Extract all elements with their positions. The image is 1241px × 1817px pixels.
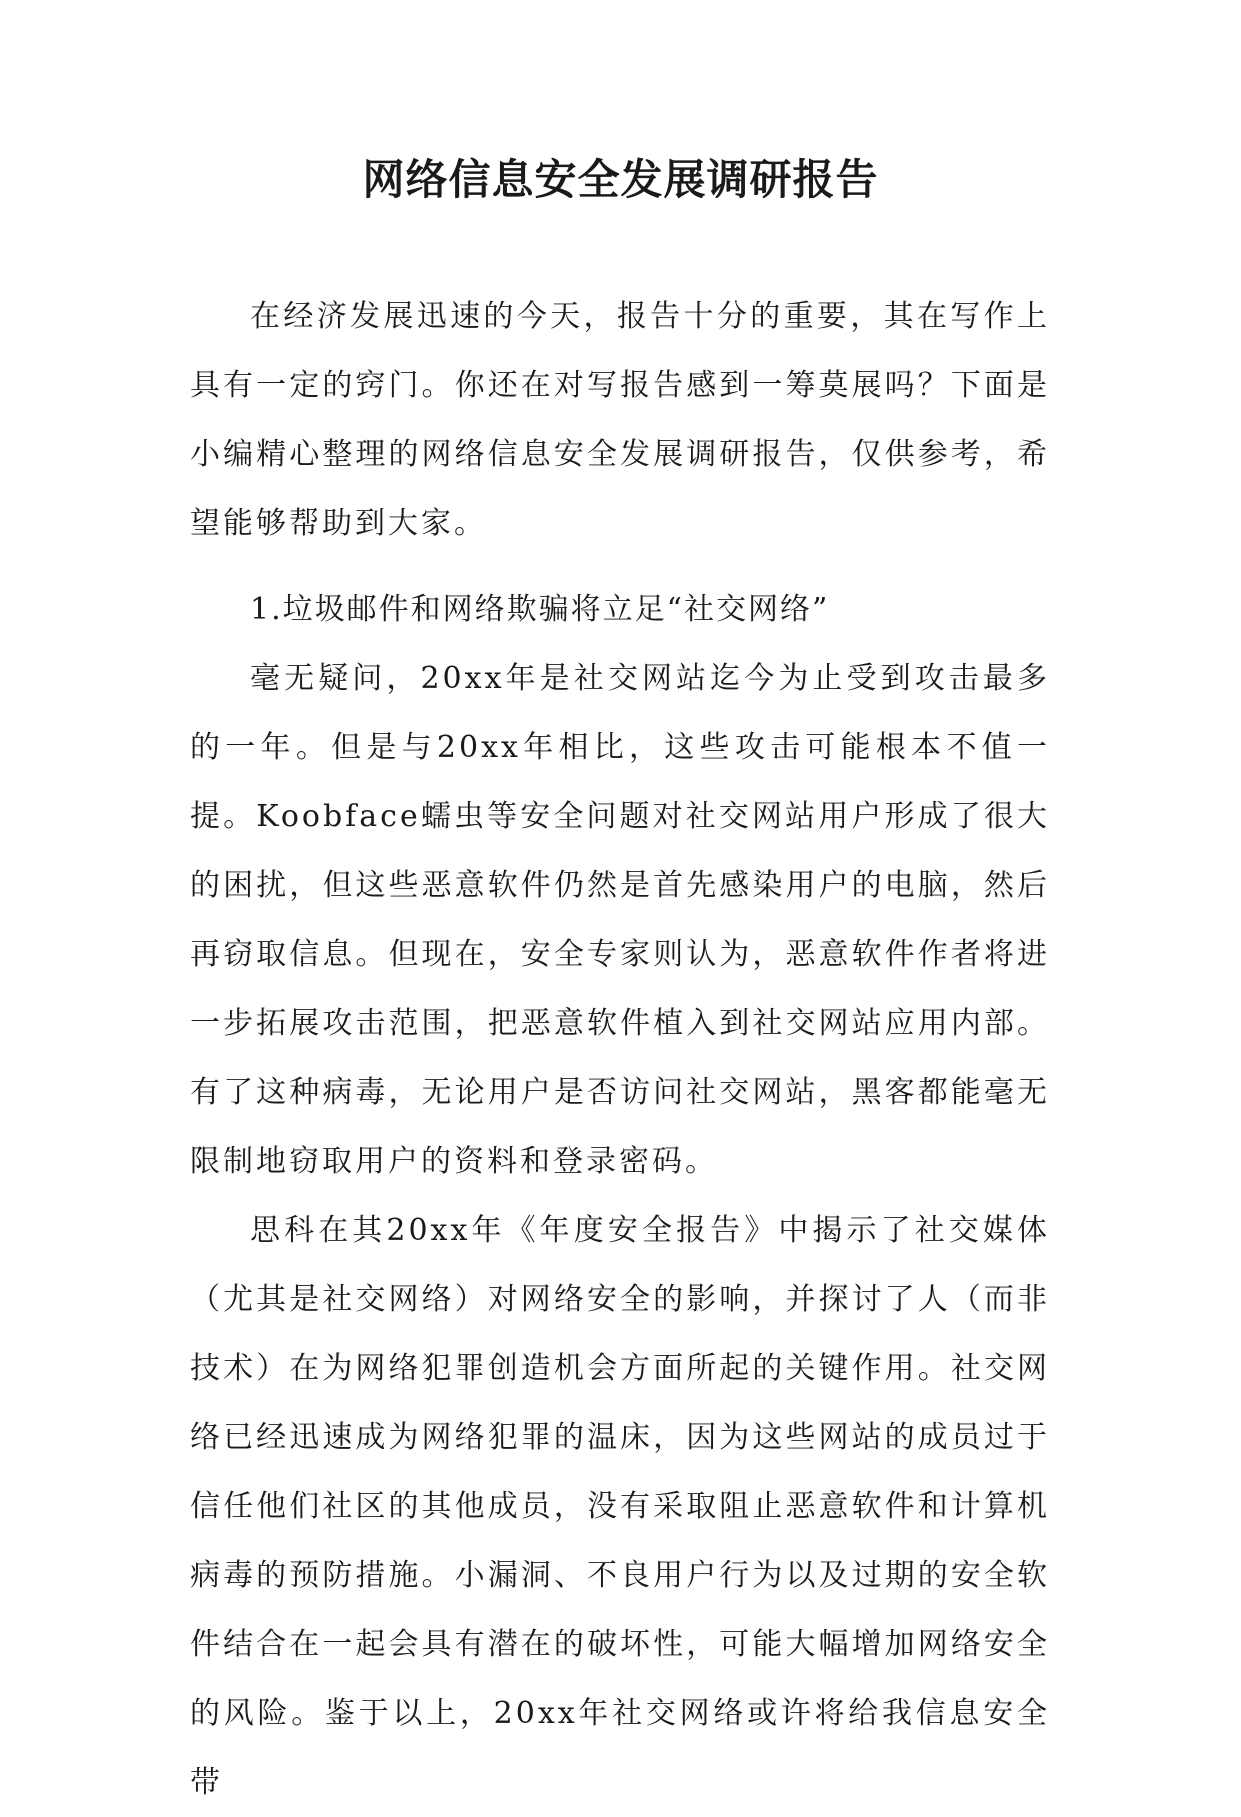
section-paragraph-2: 思科在其20xx年《年度安全报告》中揭示了社交媒体（尤其是社交网络）对网络安全的影响，并探讨了人（而非技术）在为网络犯罪创造机会方面所起的关键作用。社交网络已经迅速成为网络犯罪的温床，因为这些网站的成员过于信任他们社区的其他成员，没有采取阻止恶意软件和计算机病毒的预防措施。小漏洞、不良用户行为以及过期的安全软件结合在一起会具有潜在的破坏性，可能大幅增加网络安全的风险。鉴于以上，20xx年社交网络或许将给我信息安全带 <box>190 1213 1050 1800</box>
intro-block <box>190 282 1050 558</box>
section-paragraph-1: 毫无疑问，20xx年是社交网站迄今为止受到攻击最多的一年。但是与20xx年相比，这些攻击可能根本不值一提。Koobface蠕虫等安全问题对社交网站用户形成了很大的困扰，但这些恶意软件仍然是首先感染用户的电脑，然后再窃取信息。但现在，安全专家则认为，恶意软件作者将进一步拓展攻击范围，把恶意软件植入到社交网站应用内部。有了这种病毒，无论用户是否访问社交网站，黑客都能毫无限制地窃取用户的资料和登录密码。 <box>190 661 1050 1179</box>
document-title: 网络信息安全发展调研报告 <box>362 155 879 204</box>
intro-paragraph: 在经济发展迅速的今天，报告十分的重要，其在写作上具有一定的窍门。你还在对写报告感到一筹莫展吗？下面是小编精心整理的网络信息安全发展调研报告，仅供参考，希望能够帮助到大家。 <box>190 299 1050 541</box>
section-heading: 1.垃圾邮件和网络欺骗将立足“社交网络” <box>250 592 830 627</box>
section-1 <box>190 575 1050 1817</box>
